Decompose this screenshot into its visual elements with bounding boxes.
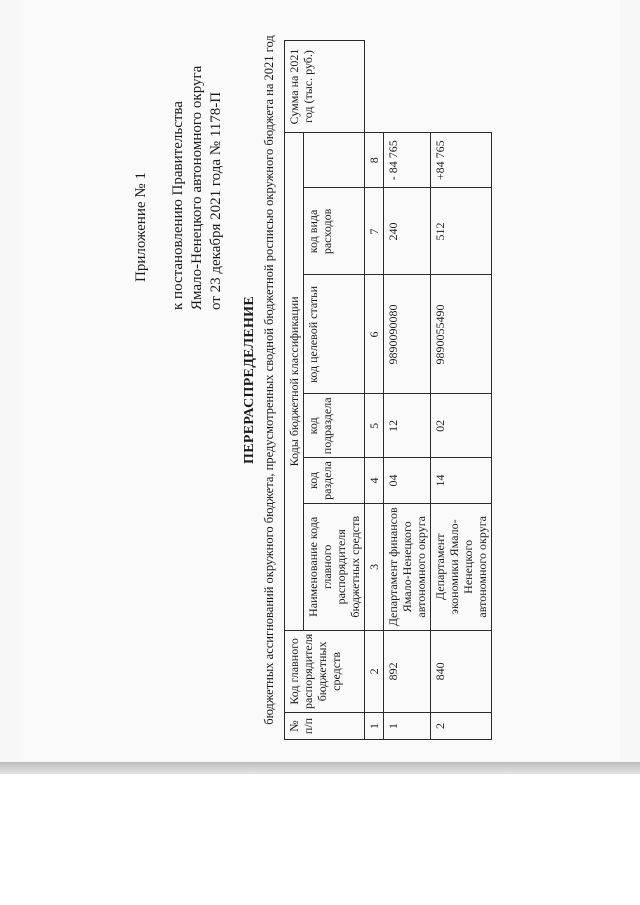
- decree-line-2: Ямало-Ненецкого автономного округа: [189, 65, 205, 310]
- row-section: 14: [431, 458, 492, 504]
- row-name: Департамент финансов Ямало-Ненецкого автономного округа: [384, 503, 431, 630]
- row-amount: +84 765: [431, 133, 492, 188]
- row-expense-type: 240: [384, 188, 431, 275]
- decree-line-3: от 23 декабря 2021 года № 1178-П: [208, 91, 224, 310]
- document-page: [22, 0, 620, 760]
- row-amount: - 84 765: [384, 133, 431, 188]
- header-section: код раздела: [304, 458, 365, 504]
- header-expense-type: код вида расходов: [304, 188, 365, 275]
- row-target: 9890090080: [384, 275, 431, 394]
- header-row-1: [285, 41, 304, 740]
- document-subtitle: бюджетных ассигнований окружного бюджета, предусмотренных сводной бюджетной росписью окружного бюджета на 2021 год: [262, 35, 276, 725]
- header-amount: Сумма на 2021 год (тыс. руб.): [285, 41, 365, 133]
- row-section: 04: [384, 458, 431, 504]
- decree-line-1: к постановлению Правительства: [170, 101, 186, 310]
- row-subsection: 12: [384, 394, 431, 458]
- row-name: Департамент экономики Ямало-Ненецкого автономного округа: [431, 503, 492, 630]
- index-cell: 6: [365, 275, 384, 394]
- header-target: код целевой статьи: [304, 275, 365, 394]
- row-num: 1: [384, 713, 431, 740]
- table-row: [431, 41, 492, 740]
- index-cell: 5: [365, 394, 384, 458]
- index-cell: 8: [365, 133, 384, 188]
- row-main-code: 840: [431, 630, 492, 712]
- index-cell: 1: [365, 713, 384, 740]
- header-budget-codes: Коды бюджетной классификации: [285, 133, 304, 631]
- row-num: 2: [431, 713, 492, 740]
- redistribution-table: [284, 40, 492, 740]
- annex-label: Приложение № 1: [133, 172, 149, 282]
- index-cell: 4: [365, 458, 384, 504]
- approval-header: [132, 30, 226, 310]
- index-row: [365, 41, 384, 740]
- header-num: № п/п: [285, 713, 365, 740]
- row-expense-type: 512: [431, 188, 492, 275]
- header-subsection: код подраздела: [304, 394, 365, 458]
- index-cell: 2: [365, 630, 384, 712]
- table-row: [384, 41, 431, 740]
- header-main-name: Наименование кода главного распорядителя бюджетных средств: [304, 503, 365, 630]
- row-subsection: 02: [431, 394, 492, 458]
- document-title: ПЕРЕРАСПРЕДЕЛЕНИЕ: [242, 296, 257, 464]
- header-main-code: Код главного распорядителя бюджетных средств: [285, 630, 365, 712]
- index-cell: 7: [365, 188, 384, 275]
- row-main-code: 892: [384, 630, 431, 712]
- rotated-content: [62, 10, 622, 750]
- scan-edge: [0, 762, 640, 774]
- index-cell: 3: [365, 503, 384, 630]
- row-target: 9890055490: [431, 275, 492, 394]
